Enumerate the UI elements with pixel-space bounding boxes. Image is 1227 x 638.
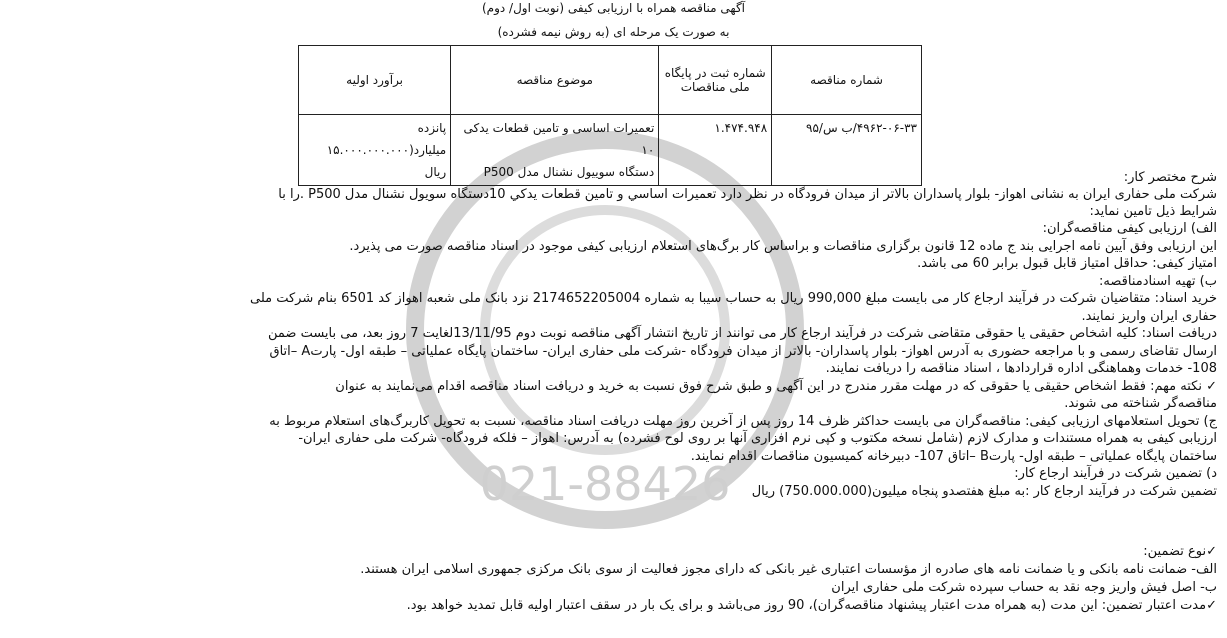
tender-table <box>298 45 922 186</box>
receive-docs-text: ارسال تقاضای رسمی و با مراجعه حضوری به آدرس اهواز- بلوار پاسداران- بالاتر از میدان فرودگاه -شرکت ملی حفاری ایران- ساختمان پایگاه عملیاتی – طبقه اول- پارتA –اتاق <box>269 344 1217 359</box>
watermark-number: 021-88426 <box>479 457 731 511</box>
quality-score-text: امتیاز کیفی: حداقل امتیاز قابل قبول برابر 60 می باشد. <box>917 256 1217 271</box>
purchase-docs-text: حفاری ایران واریز نمایند. <box>1081 309 1217 324</box>
guarantee-type-heading: ✓نوع تضمین: <box>1143 544 1217 559</box>
header-subject: موضوع مناقصه <box>451 46 659 115</box>
header-tender-number: شماره مناقصه <box>772 46 922 115</box>
cell-estimate <box>299 115 451 186</box>
purchase-docs-text: خرید اسناد: متقاضیان شرکت در فرآیند ارجاع کار می بایست مبلغ 990,000 ریال به حساب سیبا به شماره 2174652205004 نزد بانک ملی شعبه اهواز کد 6501 بنام شرکت ملی <box>249 291 1217 306</box>
subject-line-1: تعمیرات اساسی و تامین قطعات یدکی ۱۰ <box>463 121 655 157</box>
important-note: ✓ نکته مهم: فقط اشخاص حقیقی یا حقوقی که در مهلت مقرر مندرج در این آگهی و طبق شرح فوق نسبت به خرید و دریافت اسناد مناقصه اقدام می‌نمایند به عنوان <box>335 379 1217 394</box>
section-c-text: ساختمان پایگاه عملیاتی – طبقه اول- پارتB –اتاق 107- دبیرخانه کمیسیون مناقصات اقدام نمایند. <box>690 449 1217 464</box>
summary-text-line: شرایط ذیل تامین نماید: <box>1089 204 1217 219</box>
guarantee-type-a: الف- ضمانت نامه بانکی و یا ضمانت نامه های صادره از مؤسسات اعتباری غیر بانکی که دارای مجوز فعالیت از سوی بانک مرکزی جمهوری اسلامی ایران هستند. <box>360 562 1217 577</box>
cell-tender-number: ۴۹۶۲-۰۶-۳۳/ب س/۹۵ <box>772 115 922 186</box>
subject-line-2: دستگاه سوییول نشنال مدل P500 <box>483 165 655 179</box>
cell-subject <box>451 115 659 186</box>
receive-docs-text: دریافت اسناد: کلیه اشخاص حقیقی یا حقوقی متقاضی شرکت در فرآیند ارجاع کار می توانند از تاریخ انتشار آگهی مناقصه نوبت دوم 13/11/95لغایت 7 روز بعد، می بایست ضمن <box>267 326 1217 341</box>
section-c-text: ارزیابی کیفی به همراه مستندات و مدارک لازم (شامل نسخه مکتوب و کپی نرم افزاری آنها بر روی لوح فشرده) به آدرس: اهواز – فلکه فرودگاه- شرکت ملی حفاری ایران- <box>298 431 1217 446</box>
guarantee-amount-text: تضمین شرکت در فرآیند ارجاع کار :به مبلغ هفتصدو پنجاه میلیون(750.000.000) ریال <box>751 484 1217 499</box>
section-c-text: ج) تحویل استعلامهای ارزیابی کیفی: مناقصه‌گران می بایست حداکثر ظرف 14 روز پس از آخرین روز مهلت دریافت اسناد مناقصه، نسبت به تحویل کاربرگ‌های استعلام مربوط به <box>269 414 1217 429</box>
section-d-heading: د) تضمین شرکت در فرآیند ارجاع کار: <box>1014 466 1217 481</box>
summary-heading: شرح مختصر کار: <box>1123 170 1217 185</box>
section-a-text: این ارزیابی وفق آیین نامه اجرایی بند ج ماده 12 قانون برگزاری مناقصات و براساس کار برگ‌های استعلام ارزیابی کیفی موجود در اسناد مناقصه صورت می پذیرد. <box>349 239 1217 254</box>
important-note: مناقصه‌گر شناخته می شوند. <box>1064 396 1217 411</box>
table-header-row <box>299 46 922 115</box>
section-b-heading: ب) تهیه اسنادمناقصه: <box>1099 274 1217 289</box>
estimate-line-1: پانزده میلیارد(۱۵.۰۰۰.۰۰۰.۰۰۰ <box>326 121 447 157</box>
notice-subtitle: به صورت یک مرحله ای (به روش نیمه فشرده) <box>497 25 730 39</box>
section-a-heading: الف) ارزیابی کیفی مناقصه‌گران: <box>1042 221 1217 236</box>
table-row <box>299 115 922 186</box>
estimate-line-2: ریال <box>424 165 447 179</box>
summary-text-line: شرکت ملی حفاری ایران به نشانی اهواز- بلوار پاسداران بالاتر از میدان فرودگاه در نظر دارد تعمیرات اساسي و تامین قطعات یدکي 10دستگاه سویول نشنال مدل P500 .را با <box>278 187 1217 202</box>
guarantee-type-b: ب- اصل فیش واریز وجه نقد به حساب سپرده شرکت ملی حفاری ایران <box>831 580 1217 595</box>
cell-registration-number: ۱.۴۷۴.۹۴۸ <box>659 115 772 186</box>
header-registration-number: شماره ثبت در پایگاه ملی مناقصات <box>659 46 772 115</box>
header-estimate: برآورد اولیه <box>299 46 451 115</box>
receive-docs-text: 108- خدمات وهماهنگی اداره قراردادها ، اسناد مناقصه را دریافت نمایند. <box>825 361 1217 376</box>
guarantee-validity-text: ✓مدت اعتبار تضمین: این مدت (به همراه مدت اعتبار پیشنهاد مناقصه‌گران)، 90 روز می‌باشد و برای یک بار در سقف اعتبار اولیه قابل تمدید خواهد بود. <box>406 598 1217 613</box>
notice-title: آگهی مناقصه همراه با ارزیابی کیفی (نوبت اول/ دوم) <box>481 1 746 15</box>
